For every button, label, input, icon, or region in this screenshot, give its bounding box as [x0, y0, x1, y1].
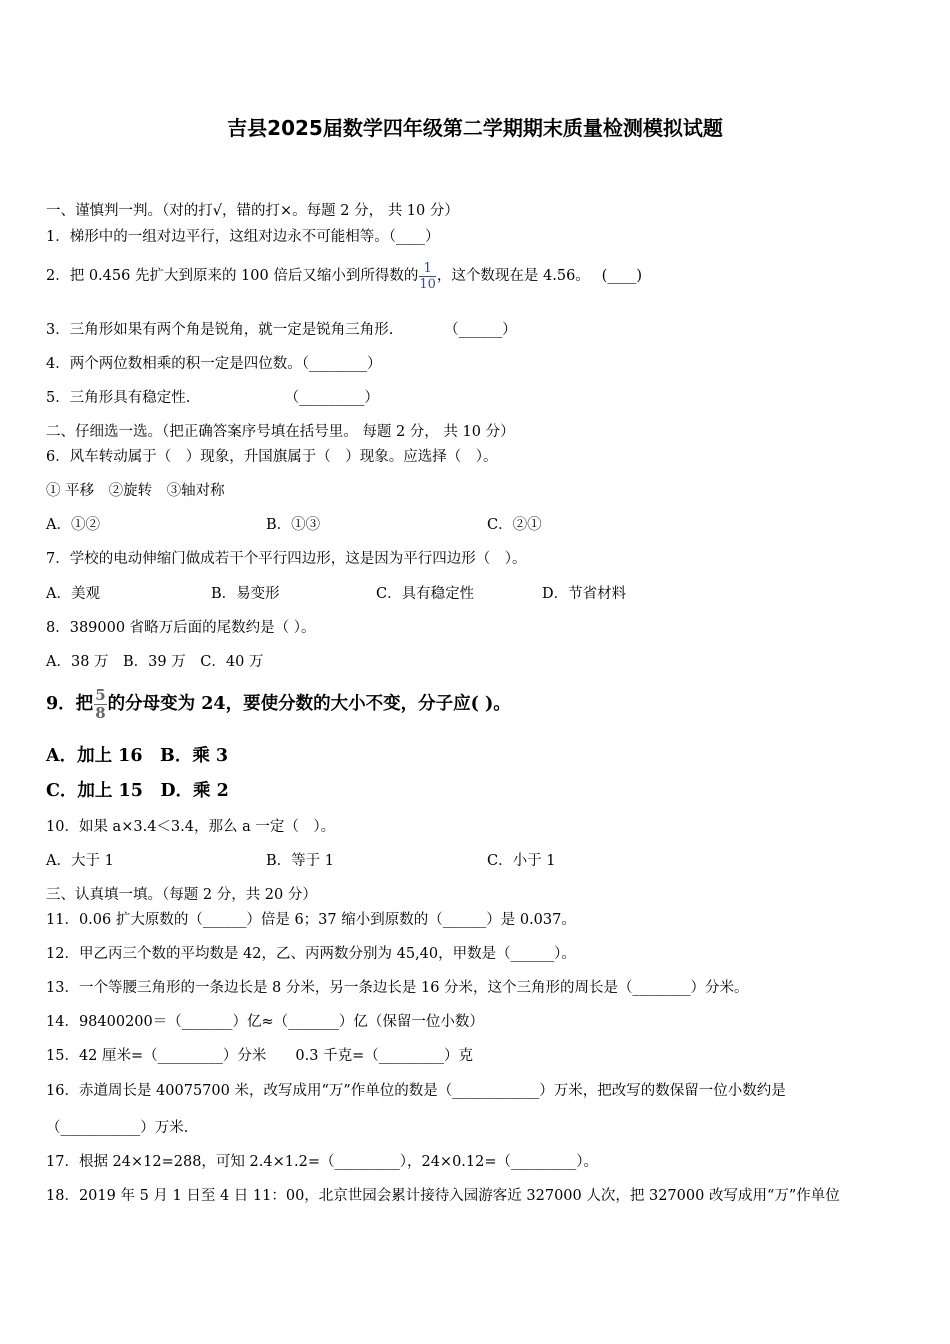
fraction-one-tenth: [419, 262, 436, 291]
page-title: 吉县2025届数学四年级第二学期期末质量检测模拟试题: [227, 116, 723, 140]
fraction-denominator: 10: [419, 276, 436, 292]
question-7-option-d: D．节省材料: [542, 586, 627, 602]
question-4: 4．两个两位数相乘的积一定是四位数。（________）: [46, 356, 382, 372]
question-10-option-b: B．等于 1: [266, 853, 334, 869]
fraction-five-eighths: [94, 688, 106, 721]
question-10: 10．如果 a×3.4＜3.4，那么 a 一定（ ）。: [46, 819, 336, 835]
section-2-header: 二、仔细选一选。（把正确答案序号填在括号里。 每题 2 分， 共 10 分）: [46, 424, 515, 440]
question-2: [46, 256, 642, 296]
question-6-choices: ① 平移 ②旋转 ③轴对称: [46, 483, 225, 499]
question-7-option-b: B．易变形: [211, 586, 280, 602]
question-11: 11．0.06 扩大原数的（______）倍是 6；37 缩小到原数的（______）是 0.037。: [46, 912, 576, 928]
question-16-line-2: （___________）万米.: [46, 1120, 189, 1136]
question-3: 3．三角形如果有两个角是锐角，就一定是锐角三角形. （______）: [46, 322, 517, 338]
question-1: 1．梯形中的一组对边平行，这组对边永不可能相等。（____）: [46, 229, 440, 245]
question-9: [46, 682, 511, 726]
question-12: 12．甲乙丙三个数的平均数是 42，乙、丙两数分别为 45,40，甲数是（______）。: [46, 946, 576, 962]
question-7: 7．学校的电动伸缩门做成若干个平行四边形，这是因为平行四边形（ ）。: [46, 551, 527, 567]
fraction-denominator: 8: [95, 704, 106, 722]
question-10-option-a: A．大于 1: [46, 853, 114, 869]
question-6: 6．风车转动属于（ ）现象，升国旗属于（ ）现象。应选择（ ）。: [46, 449, 498, 465]
question-8-options: A．38 万 B．39 万 C．40 万: [46, 654, 264, 670]
question-6-option-c: C．②①: [487, 517, 542, 533]
question-7-option-c: C．具有稳定性: [376, 586, 475, 602]
fraction-numerator: 5: [95, 686, 106, 704]
question-9-text-end: 的分母变为 24，要使分数的大小不变，分子应( )。: [107, 694, 511, 714]
question-6-option-b: B．①③: [266, 517, 321, 533]
question-2-text-end: ，这个数现在是 4.56。 (____): [436, 268, 642, 284]
question-9-options-ab: A．加上 16 B．乘 3: [46, 746, 229, 766]
fraction-numerator: 1: [419, 262, 436, 277]
section-3-header: 三、认真填一填。（每题 2 分，共 20 分）: [46, 887, 317, 903]
question-9-options-cd: C．加上 15 D．乘 2: [46, 781, 229, 801]
question-16-line-1: 16．赤道周长是 40075700 米，改写成用“万”作单位的数是（____________）万米，把改写的数保留一位小数约是: [46, 1083, 786, 1099]
question-13: 13．一个等腰三角形的一条边长是 8 分米，另一条边长是 16 分米，这个三角形的周长是（________）分米。: [46, 980, 749, 996]
question-8: 8．389000 省略万后面的尾数约是（ ）。: [46, 620, 316, 636]
question-5: 5．三角形具有稳定性. （_________）: [46, 390, 379, 406]
question-14: 14．98400200＝（_______）亿≈（_______）亿（保留一位小数）: [46, 1014, 484, 1030]
question-18: 18．2019 年 5 月 1 日至 4 日 11：00，北京世园会累计接待入园游客近 327000 人次，把 327000 改写成用“万”作单位: [46, 1188, 840, 1204]
section-1-header: 一、谨慎判一判。（对的打√，错的打×。每题 2 分， 共 10 分）: [46, 203, 459, 219]
question-2-text: 2．把 0.456 先扩大到原来的 100 倍后又缩小到所得数的: [46, 268, 419, 284]
question-7-option-a: A．美观: [46, 586, 100, 602]
question-10-option-c: C．小于 1: [487, 853, 556, 869]
question-15: 15．42 厘米=（_________）分米 0.3 千克=（_________）克: [46, 1048, 473, 1064]
question-17: 17．根据 24×12=288，可知 2.4×1.2=（_________），24×0.12=（_________）。: [46, 1154, 598, 1170]
question-9-text: 9．把: [46, 694, 94, 714]
question-6-option-a: A．①②: [46, 517, 100, 533]
